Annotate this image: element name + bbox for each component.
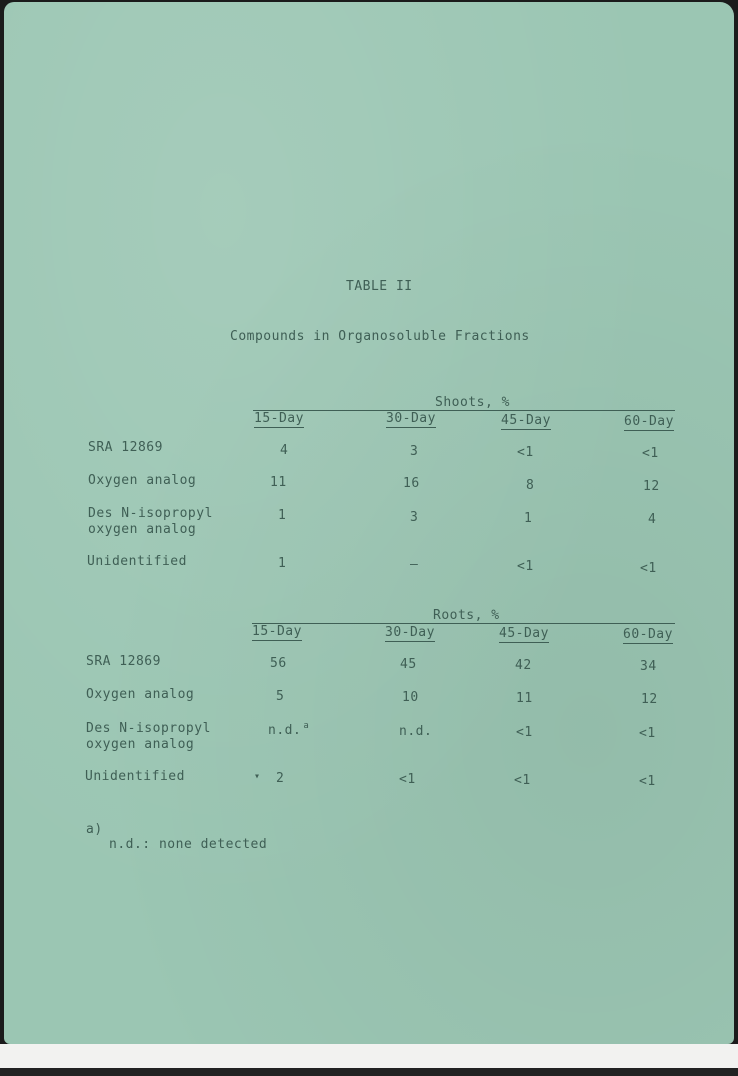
cell: 11 — [270, 475, 287, 490]
cell: n.d. — [268, 723, 302, 738]
cell: <1 — [640, 561, 657, 576]
row-label: Oxygen analog — [88, 473, 197, 488]
cell: 11 — [516, 691, 533, 706]
cell: 56 — [270, 656, 287, 671]
cell: <1 — [517, 445, 534, 460]
col-header-30-day: 30-Day — [386, 411, 436, 426]
footnote-marker: a) — [86, 822, 103, 837]
cell: 4 — [280, 443, 289, 458]
col-header-45-day: 45-Day — [501, 413, 551, 428]
roots-heading: Roots, % — [433, 608, 500, 623]
table-subtitle: Compounds in Organosoluble Fractions — [230, 329, 530, 344]
col-header-15-day: 15-Day — [252, 624, 302, 639]
col-header-30-day: 30-Day — [385, 625, 435, 640]
table-title: TABLE II — [346, 279, 413, 294]
cell: 1 — [278, 556, 287, 571]
row-label: Des N-isopropyl — [86, 721, 211, 736]
row-label: SRA 12869 — [86, 654, 161, 669]
bottom-edge — [0, 1068, 738, 1076]
cell: 12 — [643, 479, 660, 494]
cell: 12 — [641, 692, 658, 707]
cell: <1 — [639, 774, 656, 789]
cell: <1 — [516, 725, 533, 740]
cell: 16 — [403, 476, 420, 491]
cell: 3 — [410, 444, 419, 459]
cell: <1 — [399, 772, 416, 787]
row-label: Oxygen analog — [86, 687, 195, 702]
cell: 4 — [648, 512, 657, 527]
shoots-rule — [253, 410, 675, 411]
shoots-heading: Shoots, % — [435, 395, 510, 410]
cell: 1 — [524, 511, 533, 526]
cell: 8 — [526, 478, 535, 493]
row-label-cont: oxygen analog — [88, 522, 197, 537]
cell: <1 — [517, 559, 534, 574]
footnote-text: n.d.: none detected — [109, 837, 268, 852]
col-header-60-day: 60-Day — [623, 627, 673, 642]
cell: 42 — [515, 658, 532, 673]
col-header-60-day: 60-Day — [624, 414, 674, 429]
col-header-15-day: 15-Day — [254, 411, 304, 426]
cell: – — [410, 557, 419, 572]
footnote-marker-sup: a — [303, 721, 310, 731]
row-label-cont: oxygen analog — [86, 737, 195, 752]
cell: <1 — [639, 726, 656, 741]
row-label: Unidentified — [85, 769, 185, 784]
cell: <1 — [514, 773, 531, 788]
cell: <1 — [642, 446, 659, 461]
row-label: Unidentified — [87, 554, 187, 569]
cell: 2 — [276, 771, 285, 786]
cell: 5 — [276, 689, 285, 704]
row-label: Des N-isopropyl — [88, 506, 213, 521]
bottom-margin — [0, 1044, 738, 1068]
roots-rule — [252, 623, 675, 624]
row-label: SRA 12869 — [88, 440, 163, 455]
col-header-45-day: 45-Day — [499, 626, 549, 641]
cell: 10 — [402, 690, 419, 705]
cell: 34 — [640, 659, 657, 674]
cell: 1 — [278, 508, 287, 523]
cell: 45 — [400, 657, 417, 672]
cell: n.d. — [399, 724, 433, 739]
pencil-mark-icon: ▾ — [254, 771, 261, 782]
cell: 3 — [410, 510, 419, 525]
